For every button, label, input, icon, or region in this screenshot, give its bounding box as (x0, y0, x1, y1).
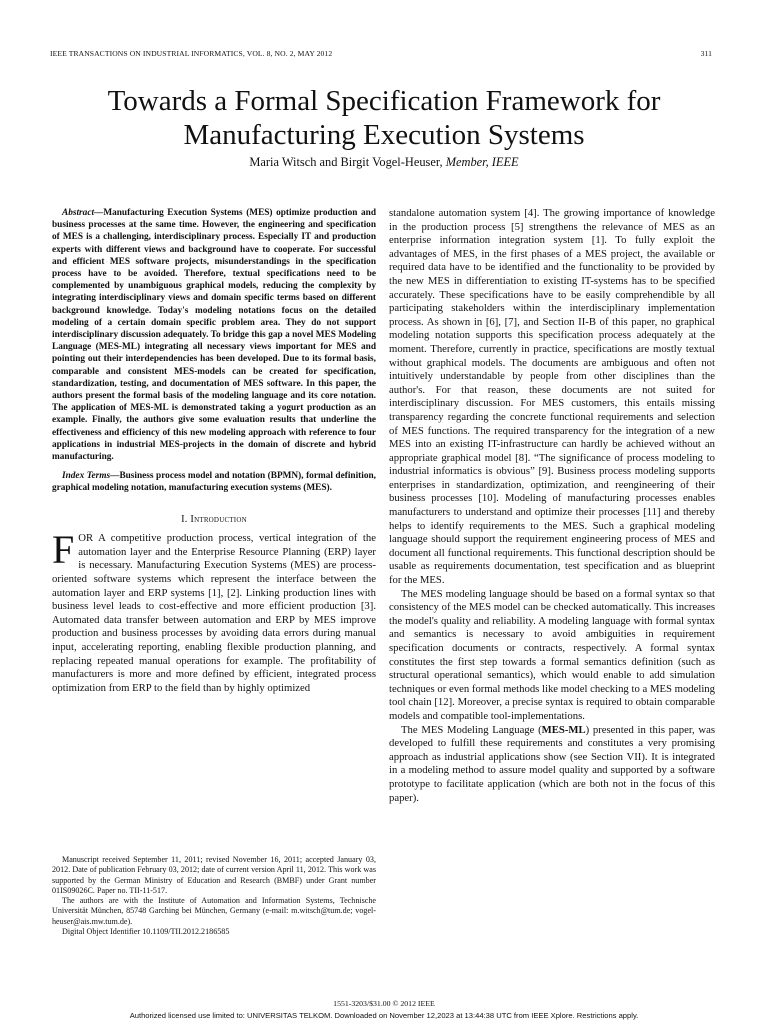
copyright-line: 1551-3203/$31.00 © 2012 IEEE (333, 999, 435, 1008)
intro-paragraph (52, 527, 376, 695)
abstract (52, 207, 376, 463)
index-terms-text: —Business process model and notation (BPMN), formal definition, graphical modeling notation, manufacturing execution systems (MES). (52, 471, 376, 494)
intro-text: OR A competitive production process, vertical integration of the automation layer and the Enterprise Resource Planning (ERP) layer is necessary. Manufacturing Execution Systems (MES) are process-oriented software systems which represent the interface between the automation layer and ERP systems [1], [2]. Linking production lines with business level leads to cost-effective and more efficient production [3]. Automated data transfer between automation and ERP by MES improve production and business processes by avoiding data errors during manual input, accelerating reporting, enabling flexible production planning, and replacing repeated manual operations for example. The profitability of manufacturers is more and more defined by efficient, integrated process optimization from ERP to the field than by highly optimized (52, 532, 376, 694)
footnote-received: Manuscript received September 11, 2011; revised November 16, 2011; accepted January 03, 2012. Date of publication February 03, 2012; date of current version April 11, 2012. This work was supported by the German Ministry of Education and Research (BMBF) under Grant number 01IS09026C. Paper no. TII-11-517. (52, 855, 376, 895)
paper-title: Towards a Formal Specification Framework for Manufacturing Execution Systems (107, 85, 661, 151)
section-heading (52, 513, 376, 527)
mes-ml-term: MES-ML (541, 723, 586, 736)
abstract-text: —Manufacturing Execution Systems (MES) optimize production and business processes at the same time. However, the engineering and specification of MES is a challenging, interdisciplinary process. Especially IT and production experts with different views and background have to cooperate. For successful and efficient MES software projects, misunderstandings in the specification process have to be avoided. Therefore, textual specifications need to be complemented by unambiguous graphical models, reducing the complexity by integrating interdisciplinary views and domain specific terms based on different background knowledge. Today's modeling notations focus on the detailed modeling of a certain domain specific problem area. They do not support interdisciplinary discussion adequately. To bridge this gap a novel MES Modeling Language (MES-ML) integrating all necessary views important for MES and pointing out their interdependencies has been developed. Due to its formal basis, comparable and consistent MES-models can be created for specification, standardization, testing, and documentation of MES software. In this paper, the authors present the formal basis of the modeling language and its core notation. The application of MES-ML is demonstrated taking a yogurt production as an example. Finally, the authors give some evaluation results that underline the effectiveness and efficiency of this new modeling approach with reference to four applications in industrial MES-projects in the domain of discrete and hybrid manufacturing. (52, 208, 376, 463)
license-notice: Authorized licensed use limited to: UNIVERSITAS TELKOM. Downloaded on November 12,2023 at 13:44:38 UTC from IEEE Xplore. Restrictions apply. (129, 1011, 639, 1020)
para3-post: ) presented in this paper, was developed to fulfill these requirements and constitutes a very promising approach as industrial applications show (see Section VII). It is integrated in a modeling method to assure model quality and supported by a software prototype to facilitate application (which are both not in the focus of this paper). (389, 723, 715, 804)
index-terms-label: Index Terms (62, 471, 111, 482)
running-header (50, 49, 712, 58)
drop-cap: F (52, 527, 75, 573)
right-paragraph-3 (389, 724, 715, 806)
para3-pre: The MES Modeling Language ( (401, 723, 542, 736)
footnote-doi: Digital Object Identifier 10.1109/TII.2012.2186585 (62, 927, 230, 937)
right-column (389, 207, 715, 805)
section-number: I. (181, 513, 188, 525)
page-number: 311 (700, 49, 712, 58)
right-paragraph-1: standalone automation system [4]. The growing importance of knowledge in the production process [5] strengthens the relevance of MES as an enterprise information integration system [1]. To fully exploit the advantages of MES, in the first phases of a MES project, the available or required data have to be identified and the functionality to be provided by the new MES in differentiation to existing IT-systems has to be specified accurately. These specifications have to be easily comprehendible by all participating stakeholders within the interdisciplinary implementation process. As shown in [6], [7], and Section II-B of this paper, no graphical modeling notation supports this specification process adequately at the moment. Therefore, currently in practice, specifications are mostly textual without graphical models. The documents are ambiguous and often not intuitively understandable by people from other disciplines than the author's. For that reason, these documents are not suited for interdisciplinary discussion. For MES customers, this entails missing transparency regarding the concrete functional requirements and selection of MES functions. The required transparency for the integration of a new MES into an existing IT-infrastructure can hardly be achieved without an appropriate graphical model [8]. “The significance of process modeling to industrial informatics is obvious” [9]. Business process modeling supports enterprises in standardization, optimization, and reengineering of their business processes [10]. Modeling of manufacturing processes enables manufacturers to understand and optimize their processes [11] and thereby helps to identify requirements to the MES. Such a graphical modeling language should support the requirement engineering process of MES and document all functional requirements. This functional description should be usable as requirements documentation, test specification and as blueprint for the MES. (389, 207, 715, 587)
author-membership: Member, IEEE (445, 155, 519, 169)
left-column (52, 207, 376, 695)
author-names: Maria Witsch and Birgit Vogel-Heuser, (249, 155, 443, 169)
section-title: Introduction (190, 513, 247, 525)
footnotes (52, 855, 376, 937)
index-terms (52, 470, 376, 494)
abstract-label: Abstract (62, 208, 95, 218)
author-line (0, 155, 768, 170)
footnote-affiliation: The authors are with the Institute of Automation and Information Systems, Technische Universität München, 85748 Garching bei München, Germany (e-mail: m.witsch@tum.de; vogel-heuser@ais.mw.tum.de). (52, 896, 376, 926)
journal-name: IEEE TRANSACTIONS ON INDUSTRIAL INFORMATICS, VOL. 8, NO. 2, MAY 2012 (50, 49, 333, 58)
right-paragraph-2: The MES modeling language should be based on a formal syntax so that consistency of the MES model can be checked automatically. This increases the model's quality and reliability. A modeling language with formal syntax and semantics is necessary to avoid ambiguities in requirement specification documents or contracts, respectively. A formal syntax constitutes the first step towards a formal semantics definition (such as structural operational semantics), which would enable to add simulation techniques or even formal methods like model checking to a MES modeling tool chain [12]. Moreover, a precise syntax is required to obtain comparable models and compatible tool-implementations. (389, 587, 715, 722)
